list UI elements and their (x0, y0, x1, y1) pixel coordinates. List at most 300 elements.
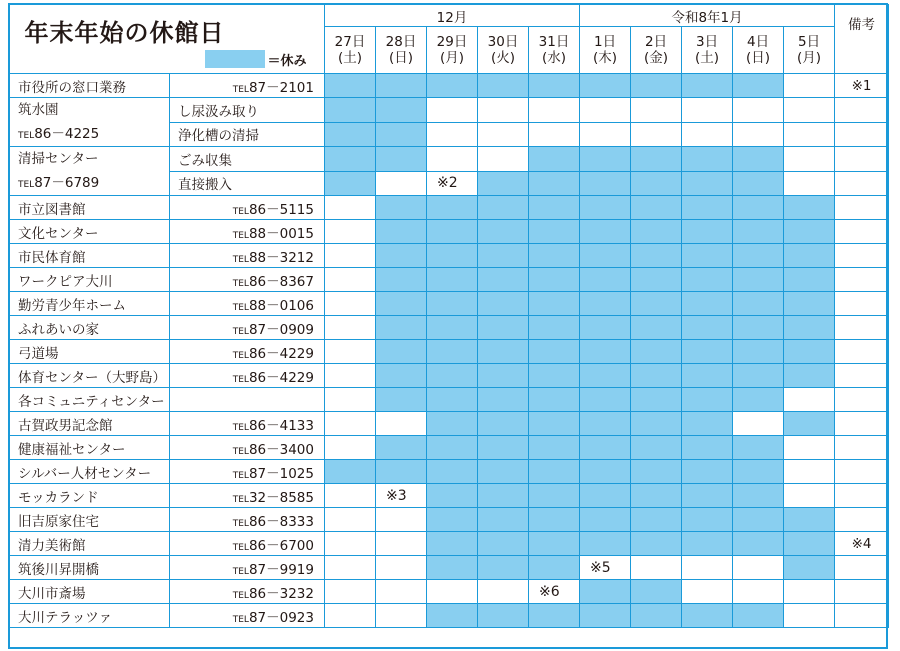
closed-day-cell (733, 171, 784, 196)
facility-name: 弓道場 (10, 340, 170, 364)
day-header (529, 27, 580, 74)
remarks-cell: ※1 (835, 74, 889, 98)
holiday-schedule-table (9, 4, 889, 628)
open-day-cell (478, 98, 529, 123)
closed-day-cell (682, 604, 733, 628)
closed-day-cell (631, 268, 682, 292)
facility-name: ふれあいの家 (10, 316, 170, 340)
facility-name: 市民体育館 (10, 244, 170, 268)
open-day-cell (376, 484, 427, 508)
closed-day-cell (529, 74, 580, 98)
open-day-cell (427, 580, 478, 604)
closed-day-cell (529, 532, 580, 556)
open-day-cell (529, 122, 580, 147)
remarks-cell (835, 580, 889, 604)
closed-day-cell (784, 364, 835, 388)
closed-day-cell (325, 98, 376, 123)
tel-number: 88－3212 (248, 249, 314, 266)
remarks-cell (835, 292, 889, 316)
closed-day-cell (529, 508, 580, 532)
note-marker: ※6 (539, 583, 560, 600)
facility-tel (170, 508, 325, 532)
remarks-cell (835, 484, 889, 508)
closed-day-cell (682, 316, 733, 340)
tel-label: TEL (232, 374, 249, 385)
open-day-cell (325, 604, 376, 628)
closed-day-cell (478, 316, 529, 340)
closed-day-cell (631, 436, 682, 460)
tel-label: TEL (232, 542, 249, 553)
closed-day-cell (529, 220, 580, 244)
day-number: 2日 (645, 34, 668, 50)
tel-number: 88－0106 (248, 297, 314, 314)
note-marker: ※2 (437, 175, 458, 192)
open-day-cell (682, 556, 733, 580)
open-day-cell (325, 220, 376, 244)
closed-day-cell (631, 532, 682, 556)
remarks-cell (835, 244, 889, 268)
open-day-cell (580, 556, 631, 580)
closed-day-cell (631, 316, 682, 340)
closed-day-cell (478, 388, 529, 412)
open-day-cell (784, 98, 835, 123)
closed-day-cell (631, 220, 682, 244)
closed-day-cell (478, 508, 529, 532)
closed-day-cell (427, 340, 478, 364)
facility-name: 筑後川昇開橋 (10, 556, 170, 580)
tel-label: TEL (232, 254, 249, 265)
service-name: し尿汲み取り (170, 98, 325, 123)
day-header (376, 27, 427, 74)
closed-day-cell (580, 171, 631, 196)
closed-day-cell (631, 292, 682, 316)
facility-name: シルバー人材センター (10, 460, 170, 484)
closed-day-cell (733, 196, 784, 220)
closed-day-cell (580, 74, 631, 98)
closed-day-cell (682, 508, 733, 532)
tel-label: TEL (232, 614, 249, 625)
remarks-cell: ※4 (835, 532, 889, 556)
facility-tel (170, 388, 325, 412)
closed-day-cell (682, 220, 733, 244)
closed-day-cell (733, 316, 784, 340)
closed-day-cell (427, 484, 478, 508)
tel-number: 86－8367 (248, 273, 314, 290)
remarks-header: 備考 (835, 5, 889, 74)
day-number: 4日 (747, 34, 770, 50)
facility-name-text: 清掃センター (18, 151, 99, 167)
table-row (10, 74, 889, 98)
facility-name: 健康福祉センター (10, 436, 170, 460)
table-row (10, 268, 889, 292)
facility-tel (170, 340, 325, 364)
day-header (478, 27, 529, 74)
closed-day-cell (733, 604, 784, 628)
closed-day-cell (631, 580, 682, 604)
open-day-cell (325, 340, 376, 364)
closed-day-cell (529, 196, 580, 220)
day-header (733, 27, 784, 74)
remarks-cell (835, 220, 889, 244)
closed-day-cell (733, 147, 784, 172)
closed-day-cell (376, 364, 427, 388)
closed-day-cell (682, 532, 733, 556)
tel-label: TEL (232, 302, 249, 313)
open-day-cell (325, 412, 376, 436)
closed-day-cell (478, 292, 529, 316)
day-header (631, 27, 682, 74)
closed-day-cell (682, 436, 733, 460)
tel-label: TEL (18, 131, 35, 141)
open-day-cell (325, 244, 376, 268)
day-header (682, 27, 733, 74)
remarks-cell (835, 436, 889, 460)
closed-day-cell (325, 122, 376, 147)
open-day-cell (325, 532, 376, 556)
table-row (10, 364, 889, 388)
closed-day-cell (427, 74, 478, 98)
closed-day-cell (733, 220, 784, 244)
open-day-cell (682, 122, 733, 147)
closed-day-cell (376, 292, 427, 316)
closed-day-cell (529, 388, 580, 412)
page-title: 年末年始の休館日 (24, 18, 225, 47)
remarks-cell (835, 147, 889, 172)
closed-day-cell (427, 388, 478, 412)
open-day-cell (325, 388, 376, 412)
closed-day-cell (682, 268, 733, 292)
open-day-cell (529, 580, 580, 604)
closed-day-cell (784, 244, 835, 268)
open-day-cell (325, 580, 376, 604)
closed-day-cell (478, 460, 529, 484)
closed-day-cell (376, 340, 427, 364)
open-day-cell (478, 122, 529, 147)
closed-day-cell (733, 436, 784, 460)
table-row (10, 388, 889, 412)
closed-day-cell (427, 412, 478, 436)
tel-label: TEL (232, 278, 249, 289)
table-row (10, 604, 889, 628)
closed-day-cell (376, 268, 427, 292)
closed-day-cell (529, 484, 580, 508)
tel-number: 88－0015 (248, 225, 314, 242)
day-number: 3日 (696, 34, 719, 50)
closed-day-cell (427, 460, 478, 484)
remarks-cell (835, 508, 889, 532)
facility-name: 古賀政男記念館 (10, 412, 170, 436)
facility-name: ワークピア大川 (10, 268, 170, 292)
closed-day-cell (478, 484, 529, 508)
open-day-cell (631, 556, 682, 580)
closed-day-cell (427, 316, 478, 340)
closed-day-cell (580, 340, 631, 364)
closed-day-cell (325, 171, 376, 196)
tel-number: 86－3400 (248, 441, 314, 458)
day-number: 1日 (594, 34, 617, 50)
open-day-cell (427, 171, 478, 196)
facility-name: 大川テラッツァ (10, 604, 170, 628)
closed-day-cell (784, 220, 835, 244)
closed-day-cell (784, 412, 835, 436)
table-row (10, 556, 889, 580)
closed-day-cell (478, 268, 529, 292)
facility-name: モッカランド (10, 484, 170, 508)
closed-day-cell (427, 508, 478, 532)
legend-swatch (205, 50, 265, 68)
closed-day-cell (580, 412, 631, 436)
open-day-cell (325, 316, 376, 340)
closed-day-cell (580, 244, 631, 268)
closed-day-cell (529, 171, 580, 196)
closed-day-cell (733, 388, 784, 412)
table-row (10, 436, 889, 460)
closed-day-cell (427, 532, 478, 556)
legend (205, 50, 307, 69)
facility-name: 市役所の窓口業務 (10, 74, 170, 98)
table-row (10, 220, 889, 244)
closed-day-cell (631, 244, 682, 268)
tel-number: 86－5115 (248, 201, 314, 218)
weekday: (日) (388, 50, 414, 66)
facility-tel (170, 580, 325, 604)
note-marker: ※5 (590, 559, 611, 576)
tel-number: 87－2101 (248, 79, 314, 96)
facility-tel (170, 316, 325, 340)
open-day-cell (427, 147, 478, 172)
closed-day-cell (631, 604, 682, 628)
open-day-cell (529, 98, 580, 123)
tel-number: 87－9919 (248, 561, 314, 578)
tel-number: 86－4229 (248, 345, 314, 362)
closed-day-cell (784, 196, 835, 220)
service-name: 浄化槽の清掃 (170, 122, 325, 147)
facility-name-text: 筑水園 (18, 102, 59, 118)
tel-label: TEL (232, 84, 249, 95)
closed-day-cell (631, 460, 682, 484)
open-day-cell (631, 122, 682, 147)
remarks-cell (835, 340, 889, 364)
closed-day-cell (682, 196, 733, 220)
tel-number: 86－3232 (248, 585, 314, 602)
closed-day-cell (631, 171, 682, 196)
closed-day-cell (784, 268, 835, 292)
tel-label: TEL (232, 590, 249, 601)
closed-day-cell (733, 484, 784, 508)
closed-day-cell (376, 74, 427, 98)
open-day-cell (733, 412, 784, 436)
table-row (10, 412, 889, 436)
facility-tel (170, 604, 325, 628)
tel-number: 87－0923 (248, 609, 314, 626)
closed-day-cell (529, 268, 580, 292)
closed-day-cell (376, 316, 427, 340)
tel-label: TEL (232, 566, 249, 577)
closed-day-cell (427, 244, 478, 268)
closed-day-cell (580, 532, 631, 556)
tel-label: TEL (232, 350, 249, 361)
table-row (10, 580, 889, 604)
facility-tel (170, 74, 325, 98)
closed-day-cell (784, 340, 835, 364)
open-day-cell (325, 292, 376, 316)
open-day-cell (478, 147, 529, 172)
facility-name: 市立図書館 (10, 196, 170, 220)
closed-day-cell (529, 147, 580, 172)
closed-day-cell (631, 412, 682, 436)
tel-label: TEL (232, 206, 249, 217)
weekday: (月) (797, 50, 822, 66)
remarks-cell (835, 98, 889, 123)
closed-day-cell (427, 196, 478, 220)
closed-day-cell (478, 244, 529, 268)
closed-day-cell (376, 147, 427, 172)
tel-label: TEL (232, 494, 249, 505)
day-number: 29日 (436, 34, 468, 50)
closed-day-cell (733, 532, 784, 556)
tel-number: 87－6789 (34, 175, 100, 191)
remarks-cell (835, 196, 889, 220)
open-day-cell (325, 508, 376, 532)
closed-day-cell (631, 388, 682, 412)
weekday: (土) (695, 50, 720, 66)
closed-day-cell (376, 460, 427, 484)
day-header (580, 27, 631, 74)
closed-day-cell (682, 460, 733, 484)
closed-day-cell (580, 147, 631, 172)
closed-day-cell (529, 460, 580, 484)
closed-day-cell (376, 196, 427, 220)
day-header (427, 27, 478, 74)
closed-day-cell (733, 508, 784, 532)
closed-day-cell (733, 244, 784, 268)
closed-day-cell (682, 244, 733, 268)
tel-number: 86－4133 (248, 417, 314, 434)
remarks-cell (835, 460, 889, 484)
weekday: (火) (490, 50, 516, 66)
open-day-cell (580, 122, 631, 147)
closed-day-cell (784, 316, 835, 340)
closed-day-cell (478, 412, 529, 436)
closed-day-cell (631, 508, 682, 532)
open-day-cell (784, 460, 835, 484)
service-name: ごみ収集 (170, 147, 325, 172)
open-day-cell (784, 436, 835, 460)
facility-tel (170, 220, 325, 244)
closed-day-cell (376, 436, 427, 460)
month-header-jan: 令和8年1月 (580, 5, 835, 27)
facility-tel (170, 460, 325, 484)
open-day-cell (325, 484, 376, 508)
facility-name: 文化センター (10, 220, 170, 244)
open-day-cell (376, 412, 427, 436)
note-marker: ※3 (386, 487, 407, 504)
facility-tel (170, 292, 325, 316)
table-row (10, 292, 889, 316)
tel-label: TEL (232, 470, 249, 481)
closed-day-cell (580, 604, 631, 628)
closed-day-cell (427, 436, 478, 460)
closed-day-cell (529, 556, 580, 580)
legend-text: ＝休み (267, 53, 307, 69)
facility-tel (170, 484, 325, 508)
closed-day-cell (427, 556, 478, 580)
title-block (10, 5, 325, 74)
closed-day-cell (478, 532, 529, 556)
tel-number: 86－8333 (248, 513, 314, 530)
weekday: (金) (644, 50, 669, 66)
remarks-cell (835, 364, 889, 388)
closed-day-cell (682, 147, 733, 172)
day-number: 5日 (798, 34, 821, 50)
open-day-cell (682, 580, 733, 604)
closed-day-cell (682, 412, 733, 436)
closed-day-cell (529, 604, 580, 628)
open-day-cell (325, 556, 376, 580)
closed-day-cell (631, 340, 682, 364)
closed-day-cell (325, 74, 376, 98)
closed-day-cell (631, 147, 682, 172)
facility-tel (170, 196, 325, 220)
remarks-cell (835, 604, 889, 628)
open-day-cell (784, 388, 835, 412)
closed-day-cell (784, 508, 835, 532)
closed-day-cell (580, 268, 631, 292)
open-day-cell (733, 580, 784, 604)
closed-day-cell (580, 580, 631, 604)
closed-day-cell (376, 122, 427, 147)
open-day-cell (376, 171, 427, 196)
remarks-cell (835, 316, 889, 340)
table-row (10, 316, 889, 340)
closed-day-cell (733, 292, 784, 316)
closed-day-cell (376, 244, 427, 268)
closed-day-cell (631, 74, 682, 98)
weekday: (木) (593, 50, 618, 66)
open-day-cell (580, 98, 631, 123)
closed-day-cell (580, 484, 631, 508)
weekday: (水) (542, 50, 567, 66)
closed-day-cell (580, 460, 631, 484)
closed-day-cell (529, 244, 580, 268)
closed-day-cell (733, 364, 784, 388)
open-day-cell (733, 122, 784, 147)
tel-label: TEL (232, 446, 249, 457)
closed-day-cell (529, 436, 580, 460)
tel-label: TEL (232, 422, 249, 433)
facility-name: 体育センター（大野島） (10, 364, 170, 388)
weekday: (土) (337, 50, 363, 66)
tel-number: 87－0909 (248, 321, 314, 338)
tel-number: 86－6700 (248, 537, 314, 554)
closed-day-cell (478, 220, 529, 244)
closed-day-cell (682, 364, 733, 388)
month-header-dec: 12月 (325, 5, 580, 27)
remarks-cell (835, 388, 889, 412)
open-day-cell (325, 364, 376, 388)
table-row (10, 196, 889, 220)
closed-day-cell (325, 460, 376, 484)
tel-label: TEL (18, 180, 35, 190)
tel-number: 86－4229 (248, 369, 314, 386)
closed-day-cell (478, 436, 529, 460)
facility-name: 勤労青少年ホーム (10, 292, 170, 316)
tel-label: TEL (232, 518, 249, 529)
closed-day-cell (478, 604, 529, 628)
closed-day-cell (580, 436, 631, 460)
table-row (10, 98, 889, 123)
closed-day-cell (784, 532, 835, 556)
